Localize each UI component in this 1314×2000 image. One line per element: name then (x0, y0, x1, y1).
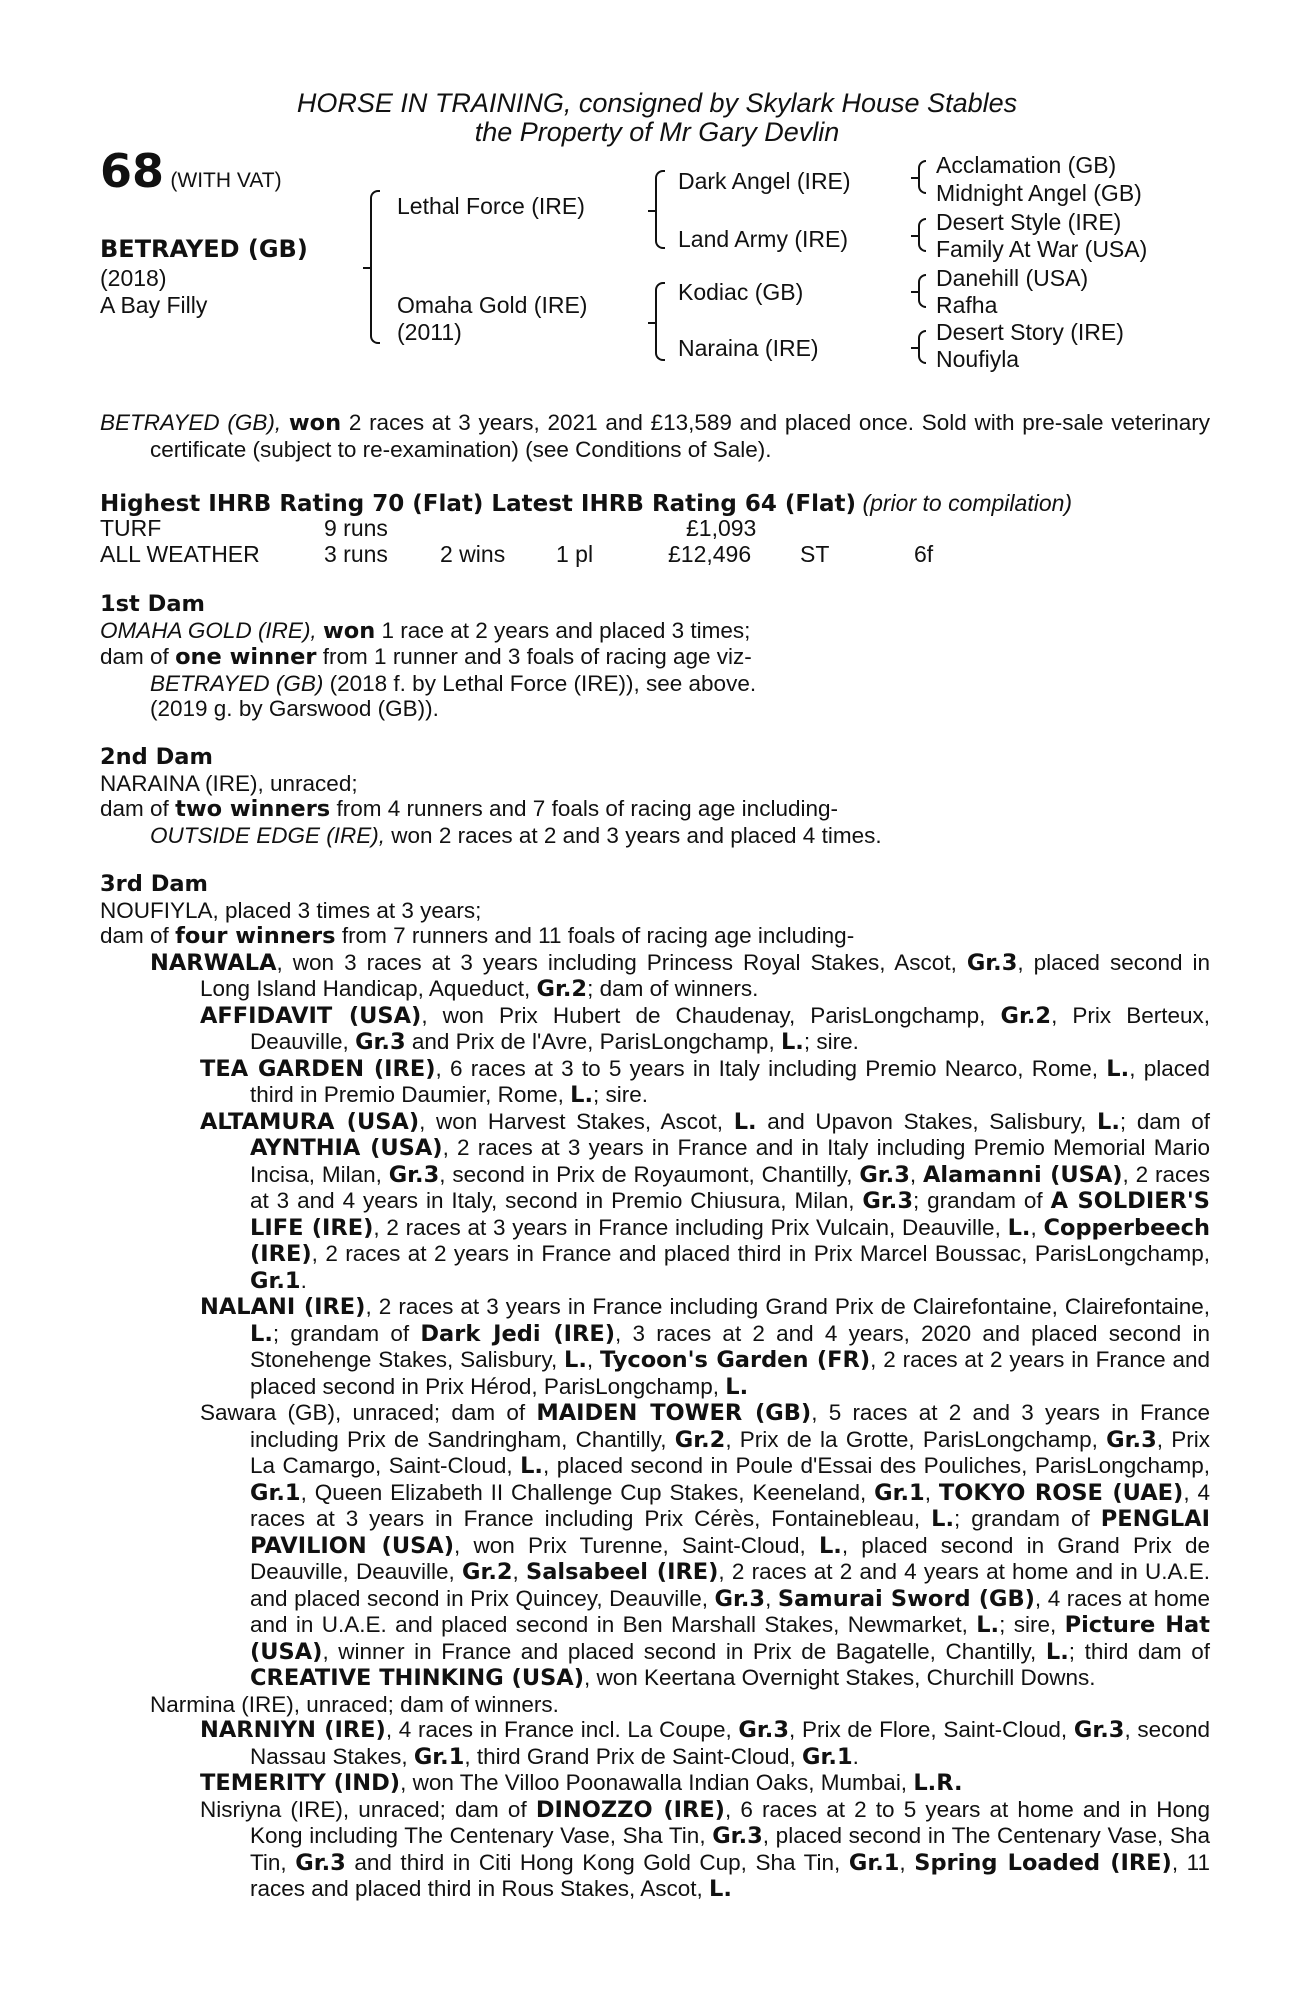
horse-description: A Bay Filly (100, 292, 208, 318)
first-dam-name: OMAHA GOLD (IRE), (100, 617, 317, 643)
first-dam-record: 1 race at 2 years and placed 3 times; (381, 617, 751, 643)
entry-tea-garden: TEA GARDEN (IRE), 6 races at 3 to 5 years in Italy including Premio Nearco, Rome, L., placed third in Premio Daumier, Rome, L.; sire. (200, 1055, 1210, 1108)
third-dam-line1: NOUFIYLA, placed 3 times at 3 years; (100, 897, 482, 923)
second-dam-foal-rest: won 2 races at 2 and 3 years and placed 4 times. (391, 822, 882, 848)
pedigree-ggs-1: Midnight Angel (GB) (936, 180, 1142, 206)
pedigree-gs1: Dark Angel (IRE) (678, 168, 851, 194)
turf-prize: £1,093 (686, 515, 757, 541)
third-dam-section (100, 872, 1210, 1903)
aw-distance: 6f (914, 541, 934, 567)
pedigree-brace-ggs1 (918, 160, 926, 194)
aw-prize: £12,496 (668, 541, 752, 567)
first-dam-foals: from 1 runner and 3 foals of racing age viz- (322, 644, 752, 669)
aw-wins: 2 wins (440, 541, 506, 567)
second-dam-damof: dam of (100, 796, 169, 821)
third-dam-foals: from 7 runners and 11 foals of racing age including- (341, 923, 855, 948)
first-dam-won: won (322, 617, 376, 644)
pedigree-gs4: Naraina (IRE) (678, 335, 819, 361)
entry-temerity: TEMERITY (IND), won The Villoo Poonawalla Indian Oaks, Mumbai, L.R. (200, 1770, 963, 1796)
horse-year: (2018) (100, 265, 167, 291)
second-dam-line1: NARAINA (IRE), unraced; (100, 770, 358, 796)
pedigree-ggs-0: Acclamation (GB) (936, 152, 1117, 178)
pedigree-gs3: Kodiac (GB) (678, 279, 804, 305)
turf-runs: 9 runs (324, 515, 388, 541)
pedigree-ggs-4: Danehill (USA) (936, 265, 1089, 291)
pedigree-brace-ggs4 (918, 330, 926, 364)
vat-note: (WITH VAT) (170, 169, 282, 192)
entry-nisriyna: Nisriyna (IRE), unraced; dam of DINOZZO (IRE), 6 races at 2 to 5 years at home and in Hong Kong including The Centenary Vase, Sha Tin, Gr.3, placed second in The Centenary Vase, Sha Tin, Gr.3 and third in Citi Hong Kong Gold Cup, Sha Tin, Gr.1, Spring Loaded (IRE), 11 races and placed third in Rous Stakes, Ascot, L. (200, 1796, 1210, 1902)
first-dam-heading: 1st Dam (100, 591, 205, 617)
entry-narniyn: NARNIYN (IRE), 4 races in France incl. La Coupe, Gr.3, Prix de Flore, Saint-Cloud, Gr.3, second Nassau Stakes, Gr.1, third Grand Prix de Saint-Cloud, Gr.1. (200, 1717, 1210, 1770)
second-dam-foals: from 4 runners and 7 foals of racing age including- (336, 796, 838, 821)
pedigree-brace-sire (655, 170, 665, 249)
second-dam-section (100, 745, 1210, 848)
rating-bold: Highest IHRB Rating 70 (Flat) Latest IHRB Rating 64 (Flat) (100, 491, 857, 517)
consignor-line: HORSE IN TRAINING, consigned by Skylark House Stables (296, 88, 1018, 118)
pedigree-gs2: Land Army (IRE) (678, 226, 848, 252)
pedigree-ggs-3: Family At War (USA) (936, 236, 1148, 262)
lot-number-block (100, 144, 282, 198)
pedigree-sire: Lethal Force (IRE) (397, 193, 585, 219)
entry-sawara: Sawara (GB), unraced; dam of MAIDEN TOWER (GB), 5 races at 2 and 3 years in France including Prix de Sandringham, Chantilly, Gr.2, Prix de la Grotte, ParisLongchamp, Gr.3, Prix La Camargo, Saint-Cloud, L., placed second in Poule d'Essai des Pouliches, ParisLongchamp, Gr.1, Queen Elizabeth II Challenge Cup Stakes, Keeneland, Gr.1, TOKYO ROSE (UAE), 4 races at 3 years in France including Prix Cérès, Fontainebleau, L.; grandam of PENGLAI PAVILION (USA), won Prix Turenne, Saint-Cloud, L., placed second in Grand Prix de Deauville, Deauville, Gr.2, Salsabeel (IRE), 2 races at 2 and 4 years at home and in U.A.E. and placed second in Prix Quincey, Deauville, Gr.3, Samurai Sword (GB), 4 races at home and in U.A.E. and placed second in Ben Marshall Stakes, Newmarket, L.; sire, Picture Hat (USA), winner in France and placed second in Prix de Bagatelle, Chantilly, L.; third dam of CREATIVE THINKING (USA), won Keertana Overnight Stakes, Churchill Downs. (200, 1400, 1210, 1691)
turf-label: TURF (100, 515, 162, 541)
first-dam-foal2: (2019 g. by Garswood (GB)). (150, 696, 439, 721)
property-line: the Property of Mr Gary Devlin (474, 117, 840, 147)
pedigree-ggs-6: Desert Story (IRE) (936, 319, 1124, 345)
pedigree-dam: Omaha Gold (IRE) (397, 292, 588, 318)
summary-won: won (288, 410, 342, 436)
first-dam-damof: dam of (100, 644, 169, 669)
first-dam-foal1-rest: (2018 f. by Lethal Force (IRE)), see above. (329, 670, 757, 696)
summary-name: BETRAYED (GB), (100, 410, 282, 435)
third-dam-damof: dam of (100, 923, 169, 948)
horse-name: BETRAYED (GB) (100, 235, 308, 263)
entry-narwala: NARWALA, won 3 races at 3 years including Princess Royal Stakes, Ascot, Gr.3, placed second in Long Island Handicap, Aqueduct, Gr.2; dam of winners. (150, 949, 1211, 1002)
pedigree-ggs-7: Noufiyla (936, 346, 1020, 372)
summary-paragraph (100, 410, 1210, 462)
third-dam-heading: 3rd Dam (100, 871, 208, 897)
pedigree-ggs-5: Rafha (936, 292, 998, 318)
aw-label: ALL WEATHER (100, 541, 260, 567)
first-dam-winners: one winner (175, 644, 317, 670)
lot-number: 68 (100, 144, 165, 198)
summary-text: 2 races at 3 years, 2021 and £13,589 and placed once. Sold with pre-sale veterinary certificate (subject to re-examination) (see Conditions of Sale). (150, 410, 1210, 462)
entry-nalani: NALANI (IRE), 2 races at 3 years in France including Grand Prix de Clairefontaine, Clairefontaine, L.; grandam of Dark Jedi (IRE), 3 races at 2 and 4 years, 2020 and placed second in Stonehenge Stakes, Salisbury, L., Tycoon's Garden (FR), 2 races at 2 years in France and placed second in Prix Hérod, ParisLongchamp, L. (200, 1294, 1210, 1400)
entry-affidavit: AFFIDAVIT (USA), won Prix Hubert de Chaudenay, ParisLongchamp, Gr.2, Prix Berteux, Deauville, Gr.3 and Prix de l'Avre, ParisLongchamp, L.; sire. (200, 1002, 1211, 1055)
second-dam-heading: 2nd Dam (100, 744, 213, 770)
pedigree-brace-ggs2 (918, 218, 926, 252)
entry-narmina: Narmina (IRE), unraced; dam of winners. (150, 1691, 559, 1717)
aw-placed: 1 pl (556, 541, 594, 567)
entry-altamura: ALTAMURA (USA), won Harvest Stakes, Ascot, L. and Upavon Stakes, Salisbury, L.; dam of AYNTHIA (USA), 2 races at 3 years in France and in Italy including Premio Memorial Mario Incisa, Milan, Gr.3, second in Prix de Royaumont, Chantilly, Gr.3, Alamanni (USA), 2 races at 3 and 4 years in Italy, second in Premio Chiusura, Milan, Gr.3; grandam of A SOLDIER'S LIFE (IRE), 2 races at 3 years in France including Prix Vulcain, Deauville, L., Copperbeech (IRE), 2 races at 2 years in France and placed third in Prix Marcel Boussac, ParisLongchamp, Gr.1. (200, 1108, 1211, 1294)
pedigree-dam-year: (2011) (397, 319, 462, 345)
aw-runs: 3 runs (324, 541, 388, 567)
rating-line (100, 490, 1072, 517)
rating-note: (prior to compilation) (862, 490, 1073, 516)
aw-surface: ST (800, 541, 830, 567)
pedigree-ggs-2: Desert Style (IRE) (936, 209, 1122, 235)
pedigree-brace-dam (655, 282, 665, 361)
pedigree-brace-ggs3 (918, 274, 926, 308)
first-dam-foal1-name: BETRAYED (GB) (150, 670, 324, 696)
second-dam-winners: two winners (175, 796, 331, 822)
first-dam-section (100, 592, 1210, 722)
third-dam-winners: four winners (175, 923, 336, 949)
second-dam-foal-name: OUTSIDE EDGE (IRE), (150, 822, 386, 848)
pedigree-brace-main (370, 190, 380, 344)
